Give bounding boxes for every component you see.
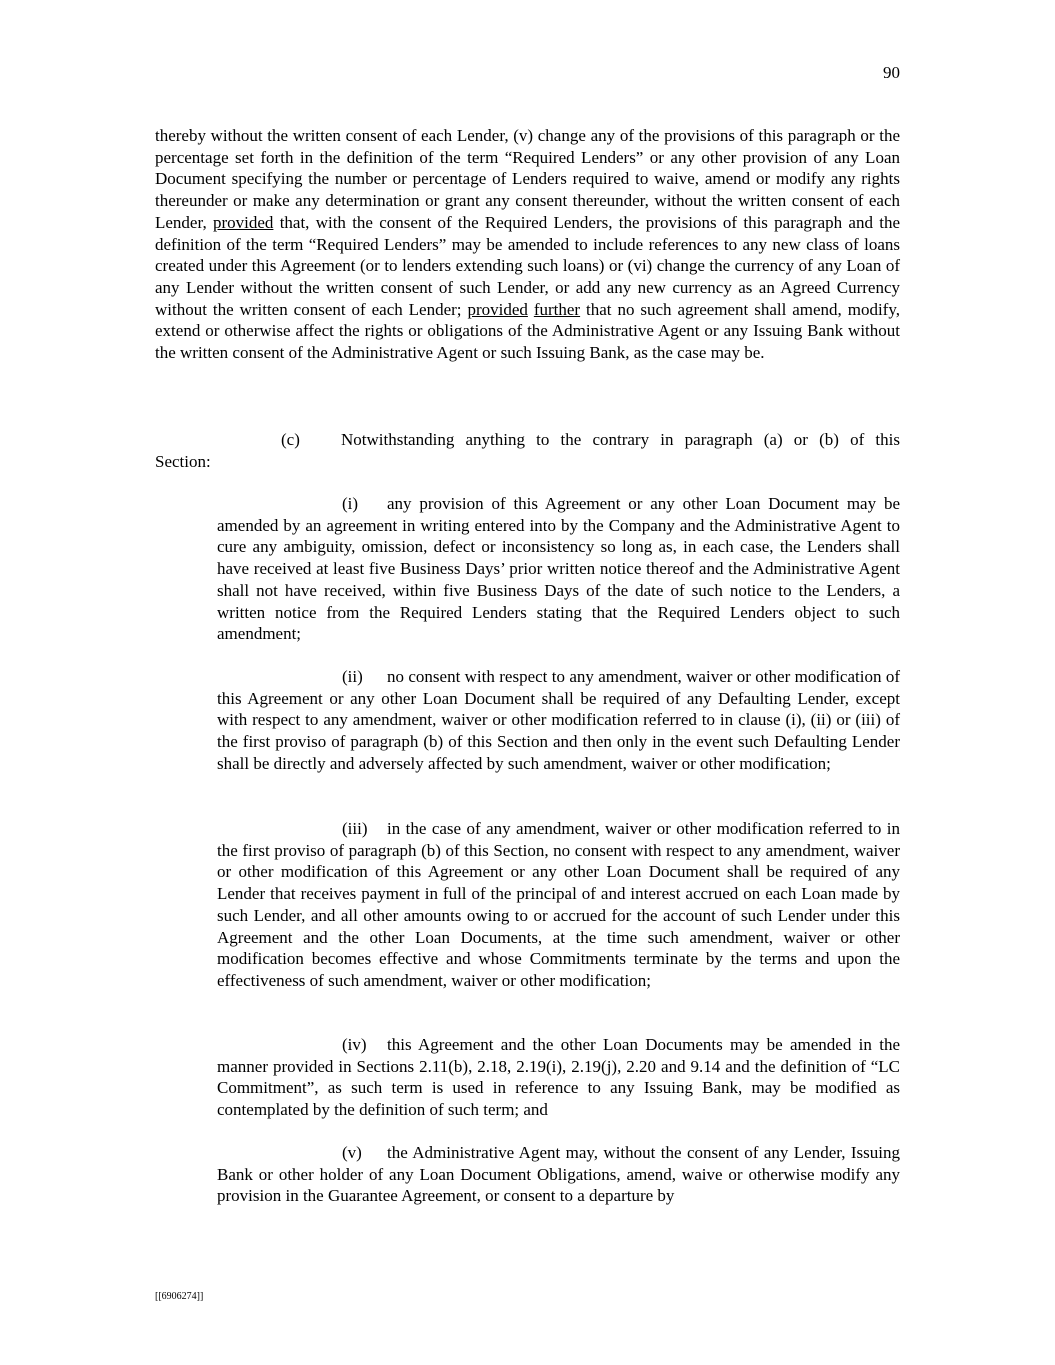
subparagraph-text: this Agreement and the other Loan Documents may be amended in the manner provided in Sections 2.11(b), 2.18, 2.19(i), 2.19(j), 2.20 and 9.14 and the definition of “LC Commitment”, as such term is used in reference to any Issuing Bank, may be modified as contemplated by the definition of such term; and	[217, 1035, 900, 1120]
paragraph-text-part-2: that, with the consent of the Required Lenders, the provisions of this paragraph and the definition of the term “Required Lenders” may be amended to include references to any new class of loans created under this Agreement (or to lenders extending such loans) or (vi) change the currency of any Loan of any Lender without the written consent of such Lender, or add any new currency as an Agreed Currency without the written consent of each Lender;	[155, 212, 900, 319]
subparagraph-v	[217, 1142, 900, 1207]
subparagraph-iv	[217, 1034, 900, 1121]
paragraph-text-part-1: thereby without the written consent of each Lender, (v) change any of the provisions of this paragraph or the percentage set forth in the definition of the term “Required Lenders” or any other provision of any Loan Document specifying the number or percentage of Lenders required to waive, amend or modify any rights thereunder or make any determination or grant any consent thereunder, without the written consent of each Lender,	[155, 126, 900, 232]
subparagraph-text: in the case of any amendment, waiver or other modification referred to in the first proviso of paragraph (b) of this Section, no consent with respect to any amendment, waiver or other modification of this Agreement or any other Loan Document shall be required of any Lender that receives payment in full of the principal of and interest accrued on each Loan made by such Lender, and all other amounts owing to or accrued for the account of such Lender under this Agreement and the other Loan Documents, at the time such amendment, waiver or other modification becomes effective and whose Commitments terminate by the terms and upon the effectiveness of such amendment, waiver or other modification;	[217, 819, 900, 990]
document-id-footer: [[6906274]]	[155, 1291, 204, 1302]
paragraph-c-text: Notwithstanding anything to the contrary in paragraph (a) or (b) of this	[341, 430, 900, 449]
subparagraph-ii	[217, 666, 900, 775]
subparagraph-label: (v)	[342, 1143, 362, 1162]
subparagraph-iii	[217, 818, 900, 992]
paragraph-continuation	[155, 125, 900, 364]
provided-term: provided	[212, 212, 274, 232]
paragraph-text-part-3: that no such agreement shall amend, modify, extend or otherwise affect the rights or obligations of the Administrative Agent or any Issuing Bank without the written consent of the Administrative Agent or such Issuing Bank, as the case may be.	[155, 299, 900, 363]
subparagraph-i	[217, 493, 900, 645]
subparagraph-text: any provision of this Agreement or any other Loan Document may be amended by an agreement in writing entered into by the Company and the Administrative Agent to cure any ambiguity, omission, defect or inconsistency so long as, in each case, the Lenders shall have received at least five Business Days’ prior written notice thereof and the Administrative Agent shall not have received, within five Business Days of the date of such notice to the Lenders, a written notice from the Required Lenders stating that the Required Lenders object to such amendment;	[217, 494, 900, 644]
subparagraph-label: (iii)	[342, 819, 368, 838]
subparagraph-text: no consent with respect to any amendment, waiver or other modification of this Agreement or any other Loan Document shall be required of any Defaulting Lender, except with respect to any amendment, waiver or other modification referred to in clause (i), (ii) or (iii) of the first proviso of paragraph (b) of this Section and then only in the event such Defaulting Lender shall be directly and adversely affected by such amendment, waiver or other modification;	[217, 667, 900, 773]
provided-term-2: provided	[467, 299, 528, 319]
paragraph-c-continuation: Section:	[155, 451, 211, 471]
further-term: further	[533, 299, 581, 319]
subparagraph-label: (ii)	[342, 667, 363, 686]
paragraph-c-label: (c)	[281, 430, 300, 449]
subparagraph-label: (i)	[342, 494, 359, 513]
subparagraph-text: the Administrative Agent may, without the consent of any Lender, Issuing Bank or other holder of any Loan Document Obligations, amend, waive or otherwise modify any provision in the Guarantee Agreement, or consent to a departure by	[217, 1143, 900, 1206]
page-number: 90	[883, 63, 900, 82]
subparagraph-label: (iv)	[342, 1035, 367, 1054]
paragraph-c	[155, 429, 900, 472]
